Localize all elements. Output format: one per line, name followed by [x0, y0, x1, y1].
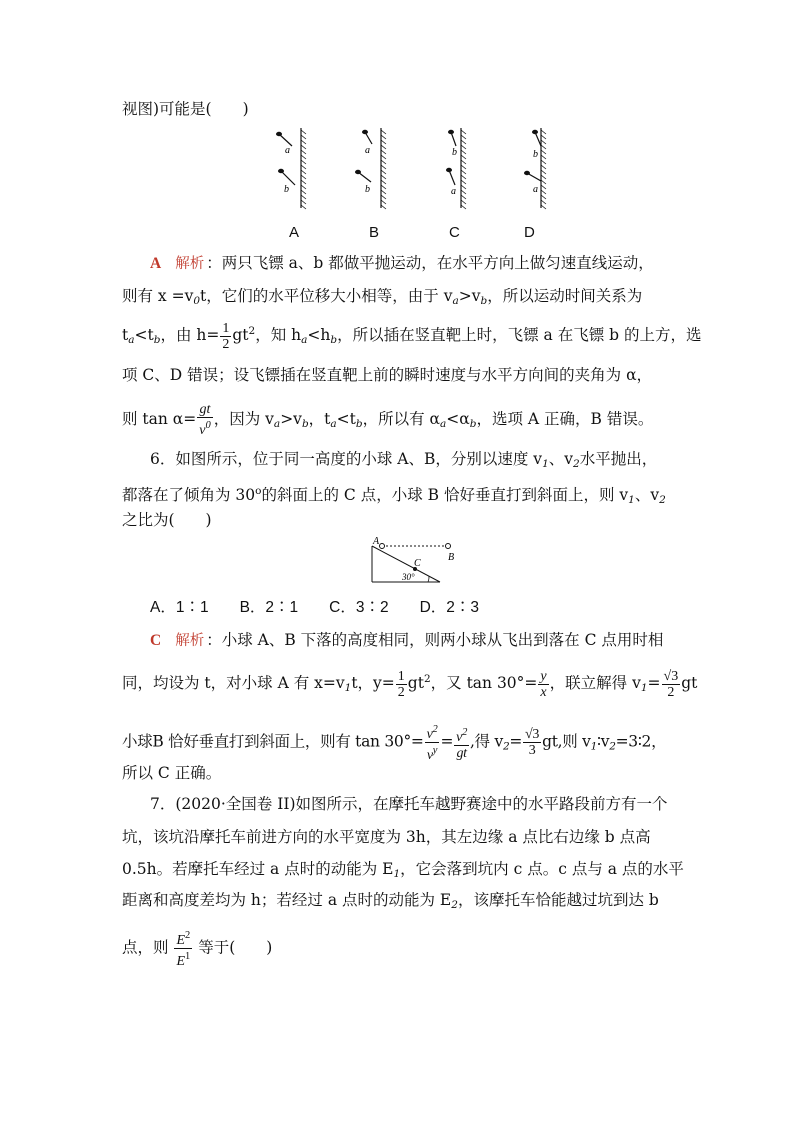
q6-analysis-line-3: 小球B 恰好垂直打到斜面上，则有 tan 30°= $\frac{v^2}{v^y}$ = $\frac{v^2}{gt}$ ,得 $v_2=$ $\frac{√3}{3}$ gt,则 $v_1∶v_2=3∶2$，	[122, 724, 667, 763]
dart-tail	[362, 130, 368, 134]
wall-hatch	[461, 140, 466, 144]
wall-hatch	[541, 165, 546, 169]
wall-hatch	[461, 155, 466, 159]
wall-hatch	[461, 135, 466, 139]
q5-dart-figure	[0, 120, 794, 350]
wall-hatch	[381, 170, 386, 174]
wall-hatch	[301, 150, 306, 154]
wall-hatch	[301, 140, 306, 144]
wall-hatch	[541, 130, 546, 134]
wall-hatch	[541, 150, 546, 154]
q5-analysis-line-5: 则 tan α= $\frac{gt}{v^0}$ ，因为 $v_a>v_b$，$t_a<t_b$，所以有 $\alpha_a<\alpha_b$，选项 A 正确，B 错误。	[122, 402, 654, 438]
q5-analysis-line-3: $t_a<t_b$，由 h= $\frac{1}{2}$ $gt^2$，知 $h_a<h_b$，所以插在竖直靶上时，飞镖 a 在飞镖 b 的上方，选	[122, 320, 702, 352]
q5-option-label-c: C	[449, 224, 460, 241]
fraction-gt-over-v0: $\frac{gt}{v^0}$	[199, 402, 211, 438]
wall-hatch	[301, 145, 306, 149]
dart-tail	[448, 130, 454, 134]
q7-stem-line-2: 坑，该坑沿摩托车前进方向的水平宽度为 3h，其左边缘 a 点比右边缘 b 点高	[122, 828, 651, 846]
dart-tail	[446, 168, 452, 172]
q7-stem-line-3: 0.5h。若摩托车经过 a 点时的动能为 $E_1$，它会落到坑内 c 点。c 点与 a 点的水平	[122, 860, 684, 880]
fraction-half: $\frac{1}{2}$	[222, 320, 230, 352]
q6-options: A．1∶1 B．2∶1 C．3∶2 D．2∶3	[150, 599, 480, 616]
analysis-tag: 解析	[175, 256, 205, 272]
wall-hatch	[381, 145, 386, 149]
wall-hatch	[381, 205, 386, 209]
dart-label: a	[451, 186, 456, 197]
dart-shaft	[535, 132, 541, 146]
wall-hatch	[461, 165, 466, 169]
wall-hatch	[381, 130, 386, 134]
wall-hatch	[541, 185, 546, 189]
q7-stem-line-5: 点，则 $\frac{E^2}{E^1}$ 等于( )	[122, 930, 273, 969]
wall-hatch	[301, 130, 306, 134]
wall-hatch	[461, 150, 466, 154]
wall-hatch	[301, 165, 306, 169]
wall-hatch	[301, 200, 306, 204]
wall-hatch	[461, 190, 466, 194]
q5-stem-tail: 视图)可能是( )	[122, 100, 249, 118]
wall-hatch	[541, 200, 546, 204]
angle-arc	[428, 576, 429, 582]
wall-hatch	[541, 135, 546, 139]
wall-hatch	[381, 180, 386, 184]
label-b: B	[448, 552, 455, 563]
dart-label: b	[533, 149, 538, 160]
wall-hatch	[461, 145, 466, 149]
wall-hatch	[301, 135, 306, 139]
wall-hatch	[381, 155, 386, 159]
wall-hatch	[301, 170, 306, 174]
q5-option-label-d: D	[524, 224, 535, 241]
dart-shaft	[449, 170, 455, 185]
wall-hatch	[301, 205, 306, 209]
wall-hatch	[301, 185, 306, 189]
wall-hatch	[461, 130, 466, 134]
wall-hatch	[381, 190, 386, 194]
wall-hatch	[381, 140, 386, 144]
label-c: C	[414, 558, 421, 569]
dart-label: b	[452, 147, 457, 158]
dart-tail	[355, 170, 361, 174]
wall-hatch	[381, 195, 386, 199]
wall-hatch	[301, 155, 306, 159]
wall-hatch	[461, 195, 466, 199]
dart-label: b	[365, 184, 370, 195]
ball-b	[446, 544, 451, 549]
dart-label: a	[533, 184, 538, 195]
fraction-e2-over-e1: $\frac{E^2}{E^1}$	[176, 930, 191, 969]
wall-hatch	[301, 175, 306, 179]
wall-hatch	[461, 160, 466, 164]
wall-hatch	[381, 175, 386, 179]
wall-hatch	[461, 205, 466, 209]
wall-hatch	[541, 145, 546, 149]
wall-hatch	[461, 175, 466, 179]
analysis-tag: 解析	[175, 633, 205, 649]
wall-hatch	[541, 195, 546, 199]
q6-stem-line-1: 6．如图所示，位于同一高度的小球 A、B，分别以速度 $v_1$、$v_2$水平抛出，	[150, 450, 658, 470]
q7-stem-line-4: 距离和高度差均为 h；若经过 a 点时的动能为 $E_2$，该摩托车恰能越过坑到达 b	[122, 891, 659, 911]
q5-analysis-line-2: 则有 $x =v_0t$，它们的水平位移大小相等，由于 $v_a>v_b$，所以运动时间关系为	[122, 287, 643, 307]
wall-hatch	[461, 180, 466, 184]
dart-panel	[276, 128, 306, 209]
wall-hatch	[461, 185, 466, 189]
dart-panel	[355, 128, 386, 209]
q7-stem-line-1: 7．(2020·全国卷 II)如图所示，在摩托车越野赛途中的水平路段前方有一个	[150, 795, 668, 813]
dart-shaft	[281, 171, 295, 185]
dart-label: a	[285, 145, 290, 156]
q5-option-label-a: A	[289, 224, 300, 241]
dart-tail	[524, 171, 530, 175]
wall-hatch	[541, 175, 546, 179]
wall-hatch	[381, 185, 386, 189]
q5-answer: A	[150, 255, 162, 272]
wall-hatch	[541, 160, 546, 164]
q6-stem-line-2: 都落在了倾角为 30$^o$的斜面上的 C 点，小球 B 恰好垂直打到斜面上，则 $v_1$、$v_2$	[122, 485, 666, 506]
label-a: A	[373, 536, 380, 547]
dart-panel	[524, 128, 546, 209]
wall-hatch	[381, 200, 386, 204]
wall-hatch	[301, 180, 306, 184]
q5-analysis-line-4: 项 C、D 错误；设飞镖插在竖直靶上前的瞬时速度与水平方向间的夹角为 α，	[122, 366, 653, 384]
wall-hatch	[461, 170, 466, 174]
wall-hatch	[541, 155, 546, 159]
label-angle: 30°	[402, 572, 415, 582]
wall-hatch	[381, 165, 386, 169]
wall-hatch	[461, 200, 466, 204]
wall-hatch	[541, 180, 546, 184]
wall-hatch	[301, 190, 306, 194]
dart-panel	[446, 128, 466, 209]
ball-a	[380, 544, 385, 549]
wall-hatch	[541, 190, 546, 194]
q6-stem-line-3: 之比为( )	[122, 511, 212, 529]
dart-tail	[276, 132, 282, 136]
q6-incline-figure	[362, 536, 482, 596]
wall-hatch	[541, 170, 546, 174]
wall-hatch	[381, 150, 386, 154]
dart-label: a	[365, 145, 370, 156]
q6-answer: C	[150, 632, 162, 649]
q5-option-label-b: B	[369, 224, 380, 241]
q6-analysis-line-4: 所以 C 正确。	[122, 764, 222, 782]
wall-hatch	[301, 160, 306, 164]
dart-tail	[532, 130, 538, 134]
dart-tail	[278, 169, 284, 173]
dart-label: b	[284, 184, 289, 195]
wall-hatch	[381, 135, 386, 139]
q5-analysis-line-1: A 解析 ：两只飞镖 a、b 都做平抛运动，在水平方向上做匀速直线运动，	[150, 254, 654, 272]
wall-hatch	[301, 195, 306, 199]
wall-hatch	[541, 140, 546, 144]
wall-hatch	[381, 160, 386, 164]
q6-analysis-line-1: C 解析 ：小球 A、B 下落的高度相同，则两小球从飞出到落在 C 点用时相	[150, 631, 664, 649]
q6-analysis-line-2: 同，均设为 t，对小球 A 有 $x=v_1t$，y= $\frac{1}{2}$ $gt^2$，又 tan 30°= $\frac{y}{x}$ ，联立解得 $v_1=$ $\frac{√3}{2}$ gt	[122, 668, 698, 700]
wall-hatch	[541, 205, 546, 209]
